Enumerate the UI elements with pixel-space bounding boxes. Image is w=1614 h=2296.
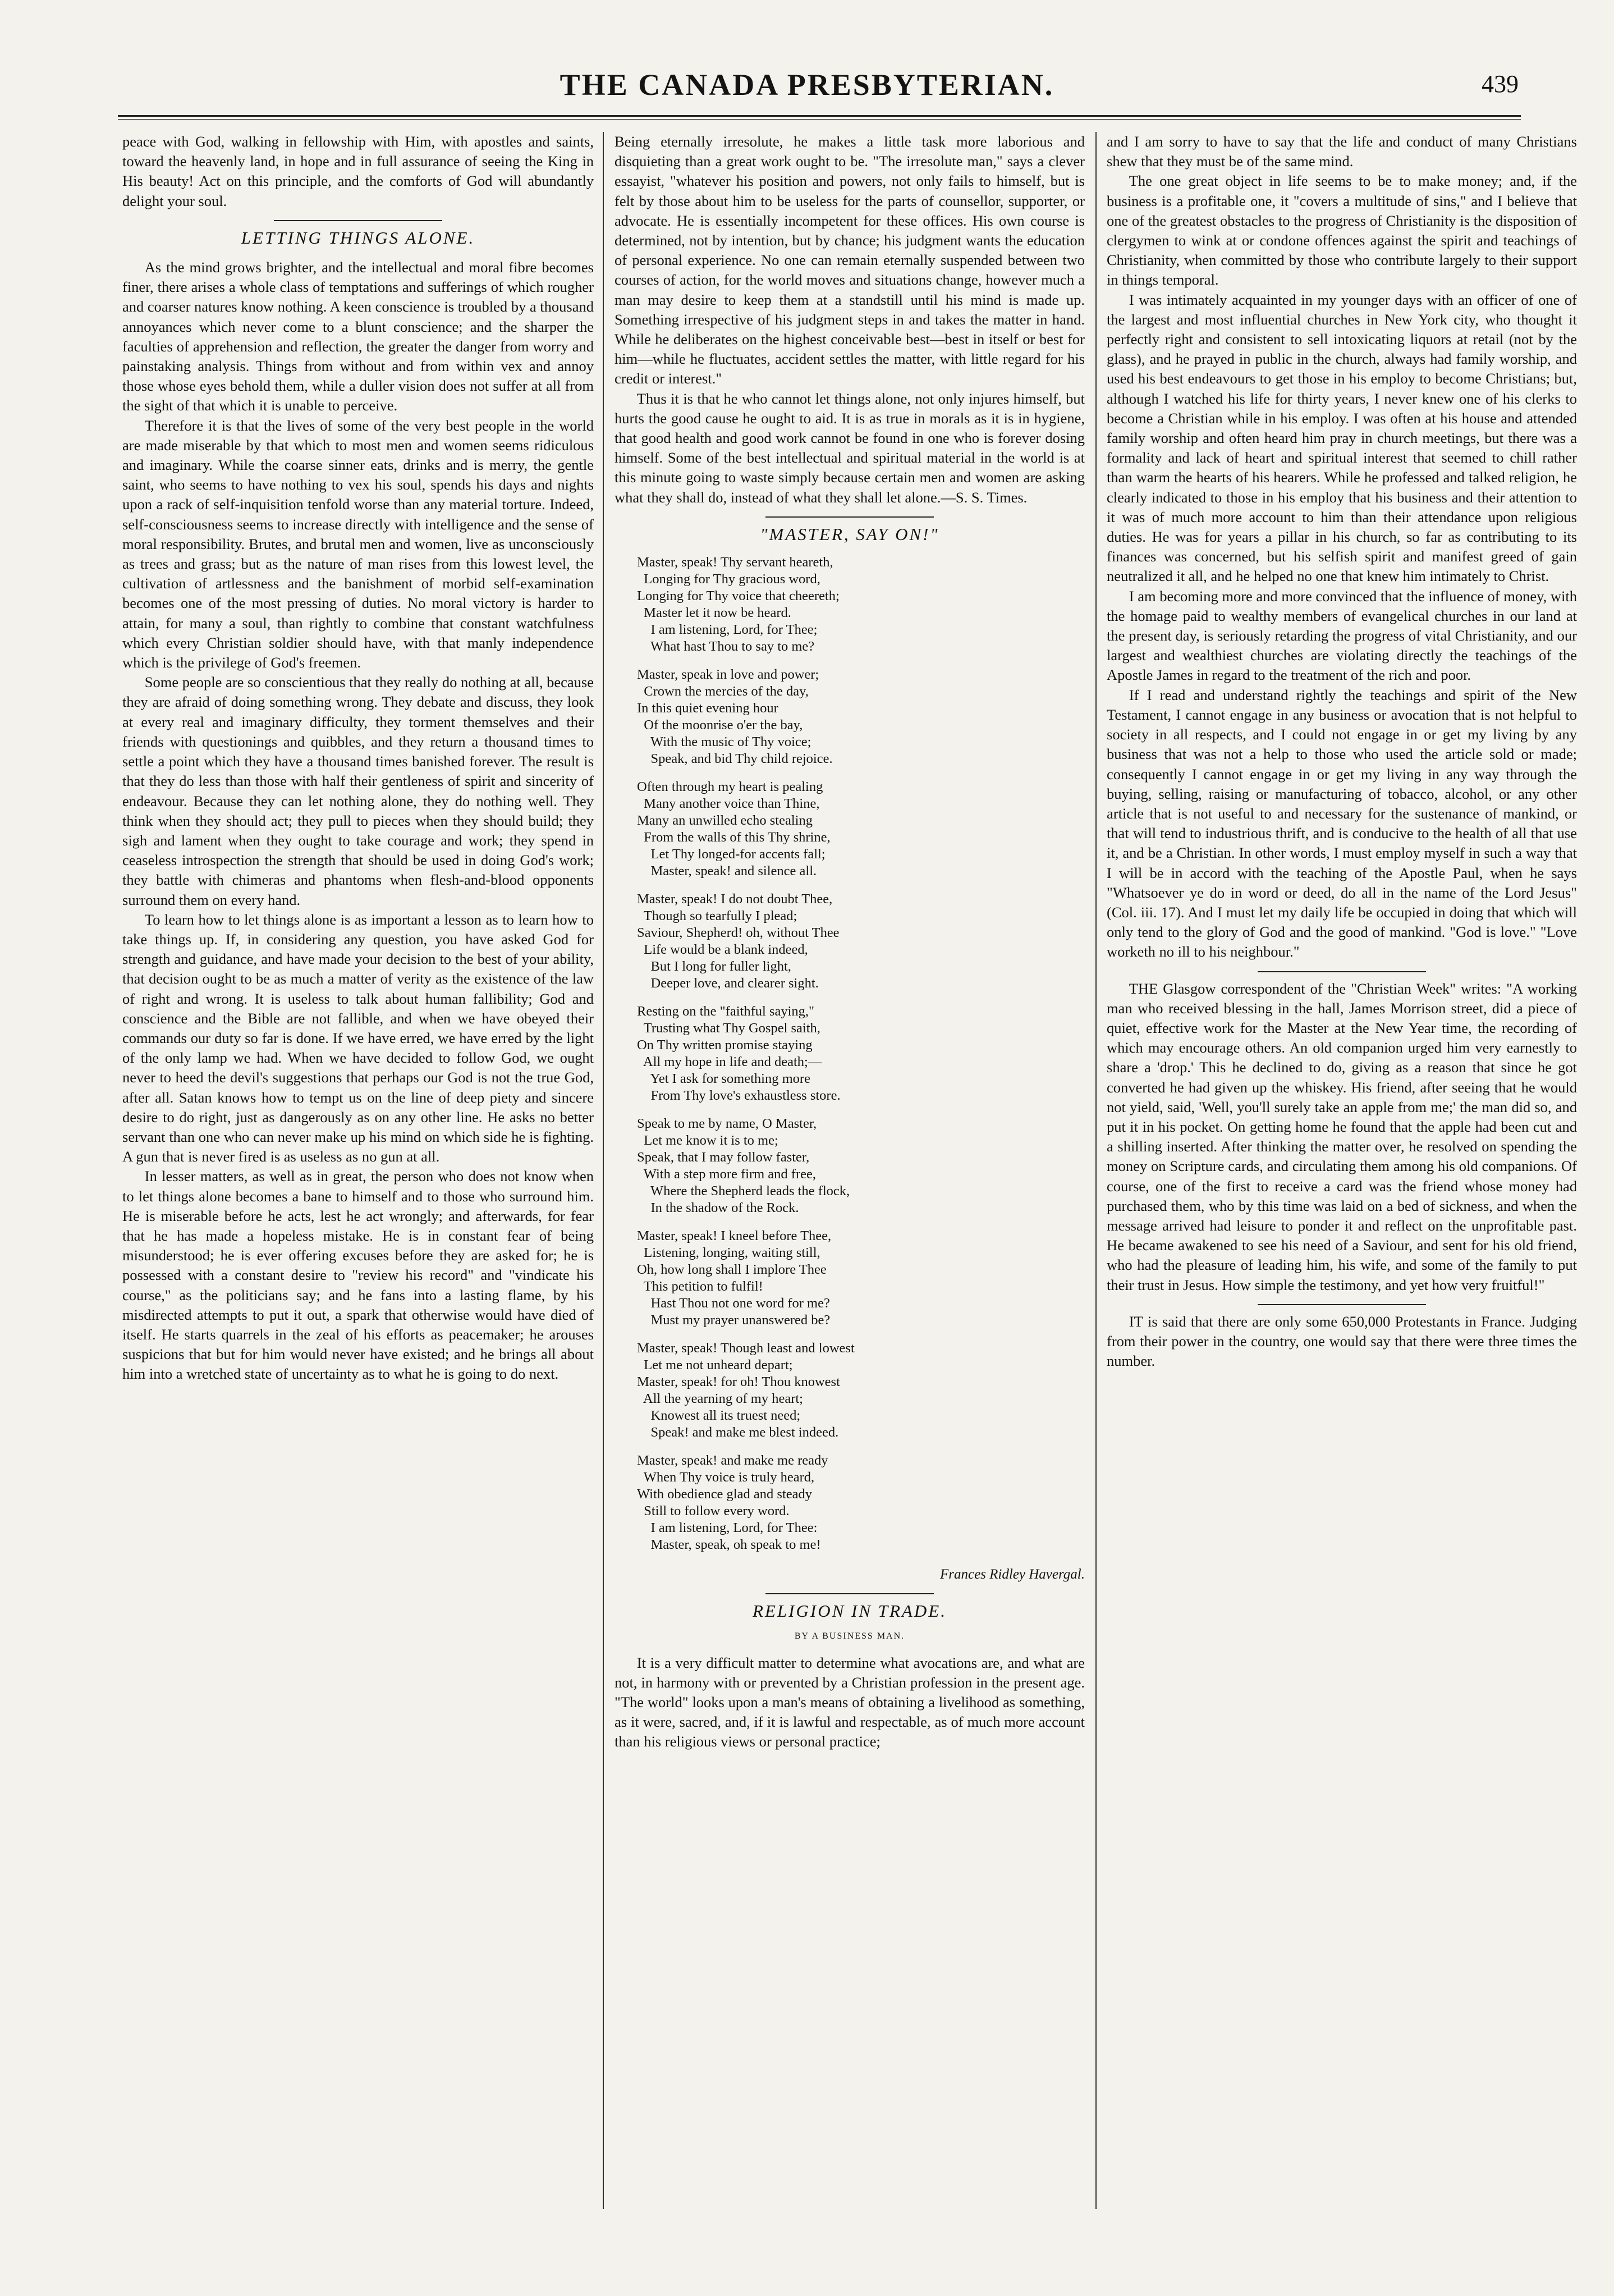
stanza-text: Master, speak! I do not doubt Thee, Though so tearfully I plead; Saviour, Shepherd! oh, without Thee Life would be a blank indeed, But I long for fuller light, Deeper love, and clearer sight.	[637, 891, 840, 991]
poem-stanza	[637, 1340, 1085, 1441]
poem-stanza	[637, 891, 1085, 992]
section-rule	[274, 220, 442, 221]
stanza-text: Master, speak! and make me ready When Thy voice is truly heard, With obedience glad and steady Still to follow every word. I am listening, Lord, for Thee: Master, speak, oh speak to me!	[637, 1453, 828, 1553]
paragraph: Being eternally irresolute, he makes a little task more laborious and disquieting than a great work ought to be. "The irresolute man," says a clever essayist, "whatever his position and powers, not only fails to himself, but is felt by those about him to be useless for the parts of counsellor, supporter, or advocate. He is essentially incompetent for these offices. His own course is determined, not by intention, but by chance; his judgment wants the education of personal experience. No one can remain eternally suspended between two courses of action, for the world moves and situations change, however much a man may desire to keep them at a standstill until his mind is made up. Something irrespective of his judgment steps in and takes the matter in hand. While he deliberates on the highest conceivable best—best in itself or best for him—while he fluctuates, accident settles the matter, with little regard for his credit or interest."	[615, 133, 1085, 387]
paragraph: and I am sorry to have to say that the life and conduct of many Christians shew that they must be of the same mind.	[1107, 133, 1577, 170]
paragraph: It is a very difficult matter to determine what avocations are, and what are not, in harmony with or prevented by a Christian profession in the present age. "The world" looks upon a man's means of obtaining a livelihood as something, as it were, sacred, and, if it is lawful and respectable, as of much more account than his religious views or personal practice;	[615, 1654, 1085, 1750]
news-text: Glasgow correspondent of the "Christian Week" writes: "A working man who received blessing in the hall, James Morrison street, did a piece of quiet, effective work for the Master at the New Year time, the recording of which may encourage others. An old companion urged him very earnestly to share a 'drop.' This he declined to do, giving as a reason that since he got converted he had given up the whiskey. His friend, after seeing that he would not yield, said, 'Well, you'll surely take an apple from me;' the man did so, and put it in his pocket. On getting home he found that the apple had been cut and a shilling inserted. After thinking the matter over, he resolved on spending the money on Scripture cards, and circulating them among his old companions. Of course, one of the first to receive a card was the friend whose money had purchased them, who by this time was laid on a bed of sickness, and when the message arrived had leisure to ponder it and reflect on the unprofitable past. He became awakened to see his need of a Saviour, and sent for his old friend, who had the pleasure of leading him, his wife, and some of the family to put their trust in Jesus. How simple the testimony, and yet how very fruitful!"	[1107, 980, 1578, 1293]
column-divider	[1095, 132, 1097, 2209]
column-divider	[603, 132, 604, 2209]
lead-word: IT	[1129, 1312, 1143, 1330]
paragraph: If I read and understand rightly the teachings and spirit of the New Testament, I cannot engage in any business or avocation that is not helpful to society in all respects, and I could not engage in or get my living by any business that was not a help to those who used the article sold or made; consequently I cannot engage in or get my living in any way through the buying, selling, raising or manufacturing of tobacco, alcohol, or any other article that is not useful to and necessary for the sustenance of mankind, or that will tend to industrious thrift, and is conducive to the health of all that use it, and be a Christian. In other words, I must employ myself in such a way that I will be in accord with the teaching of the Apostle Paul, when he says "Whatsoever ye do in word or deed, do all in the name of the Lord Jesus" (Col. iii. 17). And I must let my daily life be occupied in doing that which will only tend to the glory of God and the good of mankind. "God is love." "Love worketh no ill to his neighbour."	[1107, 686, 1577, 961]
paragraph: To learn how to let things alone is as important a lesson as to learn how to take things up. If, in considering any question, you have asked God for strength and guidance, and have made your decision to the best of your ability, that decision ought to be as much a matter of verity as the existence of the law of right and wrong. It is useless to talk about human fallibility; God and conscience and the Bible are not fallible, and when we have obeyed their commands our duty so far is done. If we have erred, we have erred by the light of the only lamp we had. When we have decided to follow God, we ought never to heed the devil's suggestions that perhaps our God is not the true God, after all. Satan knows how to tempt us on the line of deep piety and sincere desire to do right, just as dangerously as on any other line. He asks no better servant than one who can never make up his mind on which side he is fighting. A gun that is never fired is as useless as no gun at all.	[122, 911, 594, 1165]
column-2	[615, 132, 1085, 1752]
paragraph: In lesser matters, as well as in great, the person who does not know when to let things alone becomes a bane to himself and to those who surround him. He is miserable before he acts, lest he act wrongly; and afterwards, for fear that he has made a hopeless mistake. He is in constant fear of being misunderstood; he is ever offering excuses before they are asked for; he is possessed with a constant desire to "review his record" and "vindicate his course," as the politicians say; and he fans into a lasting flame, by his misdirected attempts to put it out, a spark that otherwise would have died of itself. He starts quarrels in the zeal of his efforts as peacemaker; he arouses suspicions that but for him would never have existed; and he brings all about him into a wretched state of uncertainty as to what he is going to do next.	[122, 1168, 594, 1383]
masthead	[0, 67, 1614, 107]
paragraph: Therefore it is that the lives of some of the very best people in the world are made miserable by that which to most men and women seems ridiculous and imaginary. While the coarse sinner eats, drinks and is merry, the gentle saint, who seems to have nothing to vex his soul, spends his days and nights upon a rack of self-inquisition tenfold worse than any material torture. Indeed, self-consciousness seems to increase directly with intelligence and the sense of moral responsibility. Brutes, and brutal men and women, live as unconsciously as trees and grass; but as the nature of man rises from this lowest level, the cultivation of artlessness and the banishment of morbid self-examination becomes one of the most pressing of duties. No moral victory is harder to attain, for many a soul, than rightly to combine that constant watchfulness which every Christian soldier should have, with that manly independence which is the privilege of God's freemen.	[122, 417, 594, 671]
stanza-text: Resting on the "faithful saying," Trusting what Thy Gospel saith, On Thy written promise staying All my hope in life and death;— Yet I ask for something more From Thy love's exhaustless store.	[637, 1004, 841, 1104]
paragraph: Some people are so conscientious that they really do nothing at all, because they are afraid of doing something wrong. They debate and discuss, they look at every real and imaginary difficulty, they torment themselves and their friends with questionings and quibbles, and they return a thousand times to settle a point which they have a thousand times banished forever. The result is that they do less than those with half their gentleness of spirit and sincerity of endeavour. Because they can let nothing alone, they do nothing well. They think when they should act; they pull to pieces when they should build; they sigh and lament when they ought to take courage and work; they spend in ceaseless introspection the strength that should be used in doing God's work; they battle with chimeras and phantoms when flesh-and-blood opponents surround them on every hand.	[122, 674, 594, 908]
article-heading: LETTING THINGS ALONE.	[241, 227, 475, 248]
poem-stanza	[637, 666, 1085, 767]
section-rule	[1258, 1304, 1426, 1305]
article-heading: RELIGION IN TRADE.	[753, 1601, 947, 1621]
news-text: is said that there are only some 650,000 Protestants in France. Judging from their power in the country, one would say that there were three times the number.	[1107, 1312, 1577, 1370]
column-1	[122, 132, 594, 1384]
byline: BY A BUSINESS MAN.	[794, 1631, 905, 1641]
stanza-text: Speak to me by name, O Master, Let me know it is to me; Speak, that I may follow faster, With a step more firm and free, Where the Shepherd leads the flock, In the shadow of the Rock.	[637, 1116, 850, 1216]
paragraph: peace with God, walking in fellowship with Him, with apostles and saints, toward the heavenly land, in hope and in full assurance of seeing the King in His beauty! Act on this principle, and the comforts of God will abundantly delight your soul.	[122, 133, 594, 209]
stanza-text: Master, speak! Though least and lowest Let me not unheard depart; Master, speak! for oh! Thou knowest All the yearning of my heart; Knowest all its truest need; Speak! and make me blest indeed.	[637, 1341, 855, 1440]
newspaper-title: THE CANADA PRESBYTERIAN.	[560, 68, 1054, 102]
poem-heading: "MASTER, SAY ON!"	[760, 524, 939, 544]
paragraph: I am becoming more and more convinced that the influence of money, with the homage paid to wealthy members of evangelical churches in our land at the present day, is seriously retarding the progress of vital Christianity, and our largest and wealthiest churches are violating directly the teachings of the Apostle James in regard to the treatment of the rich and poor.	[1107, 587, 1577, 684]
page-number: 439	[1482, 70, 1519, 98]
column-3	[1107, 132, 1577, 1371]
paragraph: As the mind grows brighter, and the intellectual and moral fibre becomes finer, there arises a whole class of temptations and sufferings of which rougher and coarser natures know nothing. A keen conscience is troubled by a thousand annoyances which never come to a blunt conscience; and the sharper the faculties of apprehension and reflection, the greater the danger from worry and painstaking analysis. Things from without and from within vex and annoy those whose eyes behold them, while a duller vision does not suffer at all from the sight of that which it is unable to perceive.	[122, 259, 594, 414]
news-item	[1107, 1312, 1577, 1371]
section-rule	[765, 516, 934, 518]
poem-stanza	[637, 554, 1085, 655]
news-item	[1107, 979, 1577, 1295]
stanza-text: Often through my heart is pealing Many another voice than Thine, Many an unwilled echo stealing From the walls of this Thy shrine, Let Thy longed-for accents fall; Master, speak! and silence all.	[637, 779, 831, 879]
paragraph: The one great object in life seems to be to make money; and, if the business is a profitable one, it "covers a multitude of sins," and I believe that one of the greatest obstacles to the progress of Christianity is the disposition of clergymen to wink at or condone offences against the spirit and teachings of Christianity, when committed by those who contribute largely to their support in things temporal.	[1107, 172, 1577, 289]
paragraph: Thus it is that he who cannot let things alone, not only injures himself, but hurts the good cause he ought to aid. It is as true in morals as it is in hygiene, that good health and good work cannot be found in one who is forever dosing himself. Some of the best intellectual and spiritual material in the world is at this minute going to waste simply because certain men and women are asking what they shall do, instead of what they shall let alone.—S. S. Times.	[615, 390, 1085, 506]
stanza-text: Master, speak in love and power; Crown the mercies of the day, In this quiet evening hour Of the moonrise o'er the bay, With the music of Thy voice; Speak, and bid Thy child rejoice.	[637, 667, 833, 767]
poem-stanza	[637, 779, 1085, 880]
header-rule-thin	[118, 119, 1521, 120]
poem-stanza	[637, 1228, 1085, 1329]
poem-stanza	[637, 1003, 1085, 1104]
lead-word: THE	[1129, 980, 1158, 997]
stanza-text: Master, speak! I kneel before Thee, Listening, longing, waiting still, Oh, how long shall I implore Thee This petition to fulfil! Hast Thou not one word for me? Must my prayer unanswered be?	[637, 1228, 832, 1328]
poem-stanza	[637, 1452, 1085, 1553]
poem-author: Frances Ridley Havergal.	[939, 1567, 1085, 1582]
section-rule	[765, 1593, 934, 1594]
poem-stanza	[637, 1115, 1085, 1216]
paragraph: I was intimately acquainted in my younger days with an officer of one of the largest and most influential churches in New York city, who thought it perfectly right and consistent to sell intoxicating liquors at retail (not by the glass), and he prayed in public in the church, always had family worship, and used his best endeavours to get those in his employ to become Christians; but, although I watched his life for thirty years, I never knew one of his clerks to become a Christian while in his employ. I was often at his house and attended family worship and often heard him pray in church meetings, but there was a formality and lack of heart and spiritual interest that seemed to chill rather than warm the hearts of his hearers. While he professed and talked religion, he clearly indicated to those in his employ that his business and their attention to it was of much more account to him than their attendance upon religious duties. He was for years a pillar in his church, so far as contributing to its finances was concerned, but his selfish spirit and manifest greed of gain neutralized it all, and he helped no one that knew him intimately to Christ.	[1107, 291, 1577, 585]
section-rule	[1258, 971, 1426, 972]
header-rule	[118, 115, 1521, 117]
stanza-text: Master, speak! Thy servant heareth, Longing for Thy gracious word, Longing for Thy voice that cheereth; Master let it now be heard. I am listening, Lord, for Thee; What hast Thou to say to me?	[637, 555, 840, 655]
